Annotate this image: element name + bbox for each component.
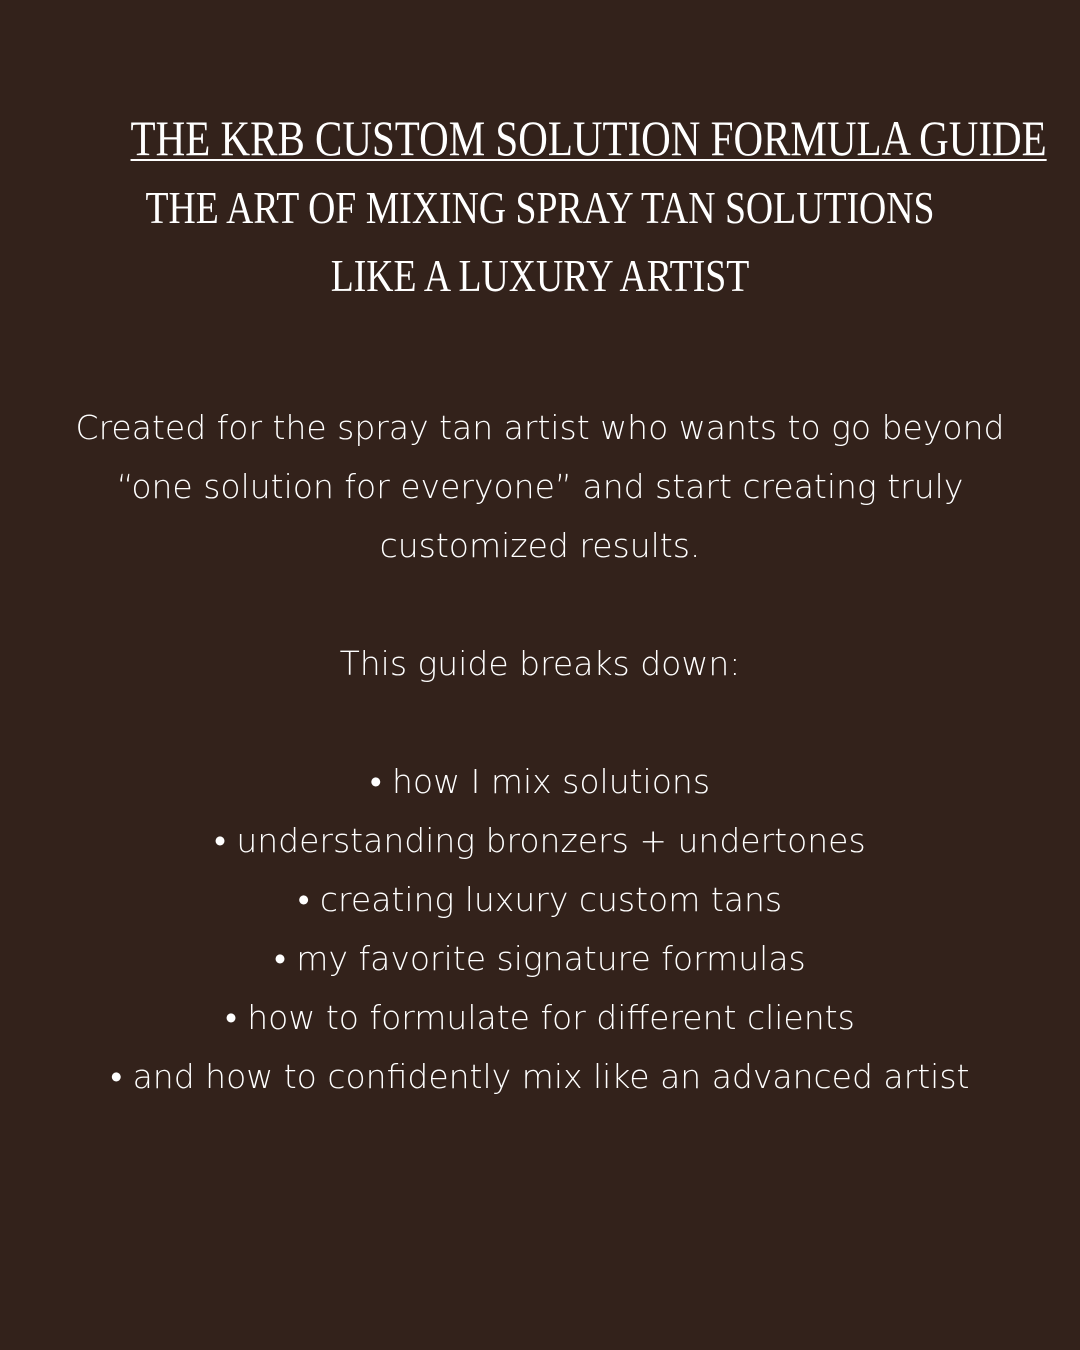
guide-subtitle: THE ART OF MIXING SPRAY TAN SOLUTIONS LIKE A LUXURY ARTIST (145, 182, 935, 301)
guide-title: THE KRB CUSTOM SOLUTION FORMULA GUIDE (130, 110, 1047, 166)
list-item: • understanding bronzers + undertones (214, 821, 866, 860)
breakdown-list (30, 752, 1050, 1106)
heading-block (30, 102, 1050, 310)
guide-description (30, 398, 1050, 1106)
intro-paragraph: Created for the spray tan artist who wants to go beyond “one solution for everyone” and start creating truly customized results. (75, 408, 1005, 565)
list-item: • how I mix solutions (369, 762, 711, 801)
list-item: • and how to confidently mix like an advanced artist (110, 1057, 970, 1096)
list-item: • my favorite signature formulas (274, 939, 806, 978)
list-item: • how to formulate for different clients (225, 998, 855, 1037)
breakdown-label: This guide breaks down: (339, 644, 741, 683)
list-item: • creating luxury custom tans (297, 880, 783, 919)
